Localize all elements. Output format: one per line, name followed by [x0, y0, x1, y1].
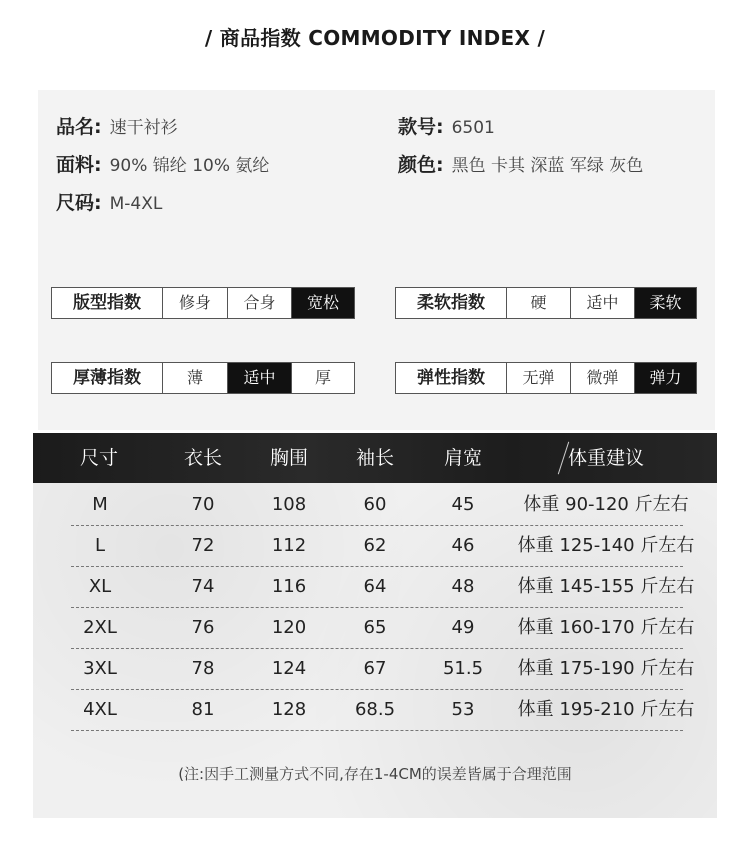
size-range-value: M-4XL — [109, 194, 163, 214]
fit-index-label: 版型指数 — [73, 293, 141, 313]
elasticity-index — [395, 362, 697, 394]
table-row — [71, 690, 695, 731]
cell-chest: 116 — [271, 576, 307, 597]
softness-option: 硬 — [506, 288, 570, 318]
product-material — [56, 150, 269, 177]
cell-weight: 体重 145-155 斤左右 — [517, 576, 695, 597]
header-length: 衣长 — [183, 447, 223, 469]
cell-weight: 体重 160-170 斤左右 — [517, 617, 695, 638]
thickness-index-label: 厚薄指数 — [73, 368, 141, 388]
elasticity-index-label: 弹性指数 — [417, 368, 485, 388]
table-row — [71, 526, 695, 567]
cell-length: 81 — [191, 699, 215, 720]
colors-value: 黑色 卡其 深蓝 军绿 灰色 — [451, 156, 644, 176]
cell-sleeve: 64 — [363, 576, 387, 597]
material-value: 90% 锦纶 10% 氨纶 — [109, 156, 270, 176]
cell-length: 76 — [191, 617, 215, 638]
cell-sleeve: 65 — [363, 617, 387, 638]
cell-shoulder: 53 — [451, 699, 475, 720]
cell-weight: 体重 125-140 斤左右 — [517, 535, 695, 556]
product-name-label: 品名: — [56, 116, 102, 138]
product-size-range — [56, 188, 162, 215]
cell-sleeve: 62 — [363, 535, 387, 556]
cell-length: 72 — [191, 535, 215, 556]
fit-option: 合身 — [227, 288, 291, 318]
table-row — [71, 485, 689, 526]
cell-length: 74 — [191, 576, 215, 597]
cell-chest: 128 — [271, 699, 307, 720]
measurement-note: (注:因手工测量方式不同,存在1-4CM的误差皆属于合理范围 — [178, 765, 572, 783]
fit-option: 修身 — [162, 288, 227, 318]
table-row — [71, 608, 695, 649]
cell-sleeve: 67 — [363, 658, 387, 679]
product-name — [56, 112, 178, 139]
style-number-label: 款号: — [398, 116, 444, 138]
thickness-option: 薄 — [162, 363, 227, 393]
cell-sleeve: 68.5 — [354, 699, 396, 720]
table-row — [71, 567, 695, 608]
cell-shoulder: 51.5 — [442, 658, 484, 679]
cell-size: 3XL — [83, 658, 117, 679]
elasticity-option: 无弹 — [506, 363, 570, 393]
cell-weight: 体重 90-120 斤左右 — [523, 494, 689, 515]
thickness-option: 厚 — [291, 363, 354, 393]
cell-shoulder: 45 — [451, 494, 475, 515]
size-chart-header — [33, 433, 717, 483]
cell-length: 78 — [191, 658, 215, 679]
material-label: 面料: — [56, 154, 102, 176]
cell-length: 70 — [191, 494, 215, 515]
cell-weight: 体重 175-190 斤左右 — [517, 658, 695, 679]
cell-size: 4XL — [83, 699, 117, 720]
page-title: / 商品指数 COMMODITY INDEX / — [204, 26, 546, 50]
product-name-value: 速干衬衫 — [109, 118, 178, 138]
header-shoulder: 肩宽 — [443, 447, 483, 469]
elasticity-option: 微弹 — [570, 363, 634, 393]
softness-index — [395, 287, 697, 319]
cell-chest: 124 — [271, 658, 307, 679]
cell-shoulder: 49 — [451, 617, 475, 638]
cell-size: XL — [88, 576, 112, 597]
cell-shoulder: 46 — [451, 535, 475, 556]
table-row — [71, 649, 695, 690]
thickness-option-selected: 适中 — [227, 363, 291, 393]
cell-weight: 体重 195-210 斤左右 — [517, 699, 695, 720]
header-size: 尺寸 — [79, 447, 119, 469]
cell-chest: 120 — [271, 617, 307, 638]
product-style-number — [398, 112, 495, 139]
elasticity-option-selected: 弹力 — [634, 363, 696, 393]
header-sleeve: 袖长 — [355, 447, 395, 469]
cell-chest: 112 — [271, 535, 307, 556]
softness-option-selected: 柔软 — [634, 288, 696, 318]
cell-size: M — [92, 494, 108, 515]
cell-size: L — [94, 535, 106, 556]
cell-chest: 108 — [271, 494, 307, 515]
cell-sleeve: 60 — [363, 494, 387, 515]
size-range-label: 尺码: — [56, 192, 102, 214]
thickness-index — [51, 362, 355, 394]
cell-shoulder: 48 — [451, 576, 475, 597]
colors-label: 颜色: — [398, 154, 444, 176]
softness-option: 适中 — [570, 288, 634, 318]
cell-size: 2XL — [83, 617, 117, 638]
product-info-panel — [38, 90, 715, 430]
softness-index-label: 柔软指数 — [417, 293, 485, 313]
fit-index — [51, 287, 355, 319]
style-number-value: 6501 — [451, 118, 495, 138]
product-colors — [398, 150, 643, 177]
header-chest: 胸围 — [269, 447, 309, 469]
fit-option-selected: 宽松 — [291, 288, 354, 318]
size-chart — [33, 433, 717, 818]
header-weight: 体重建议 — [567, 447, 645, 469]
